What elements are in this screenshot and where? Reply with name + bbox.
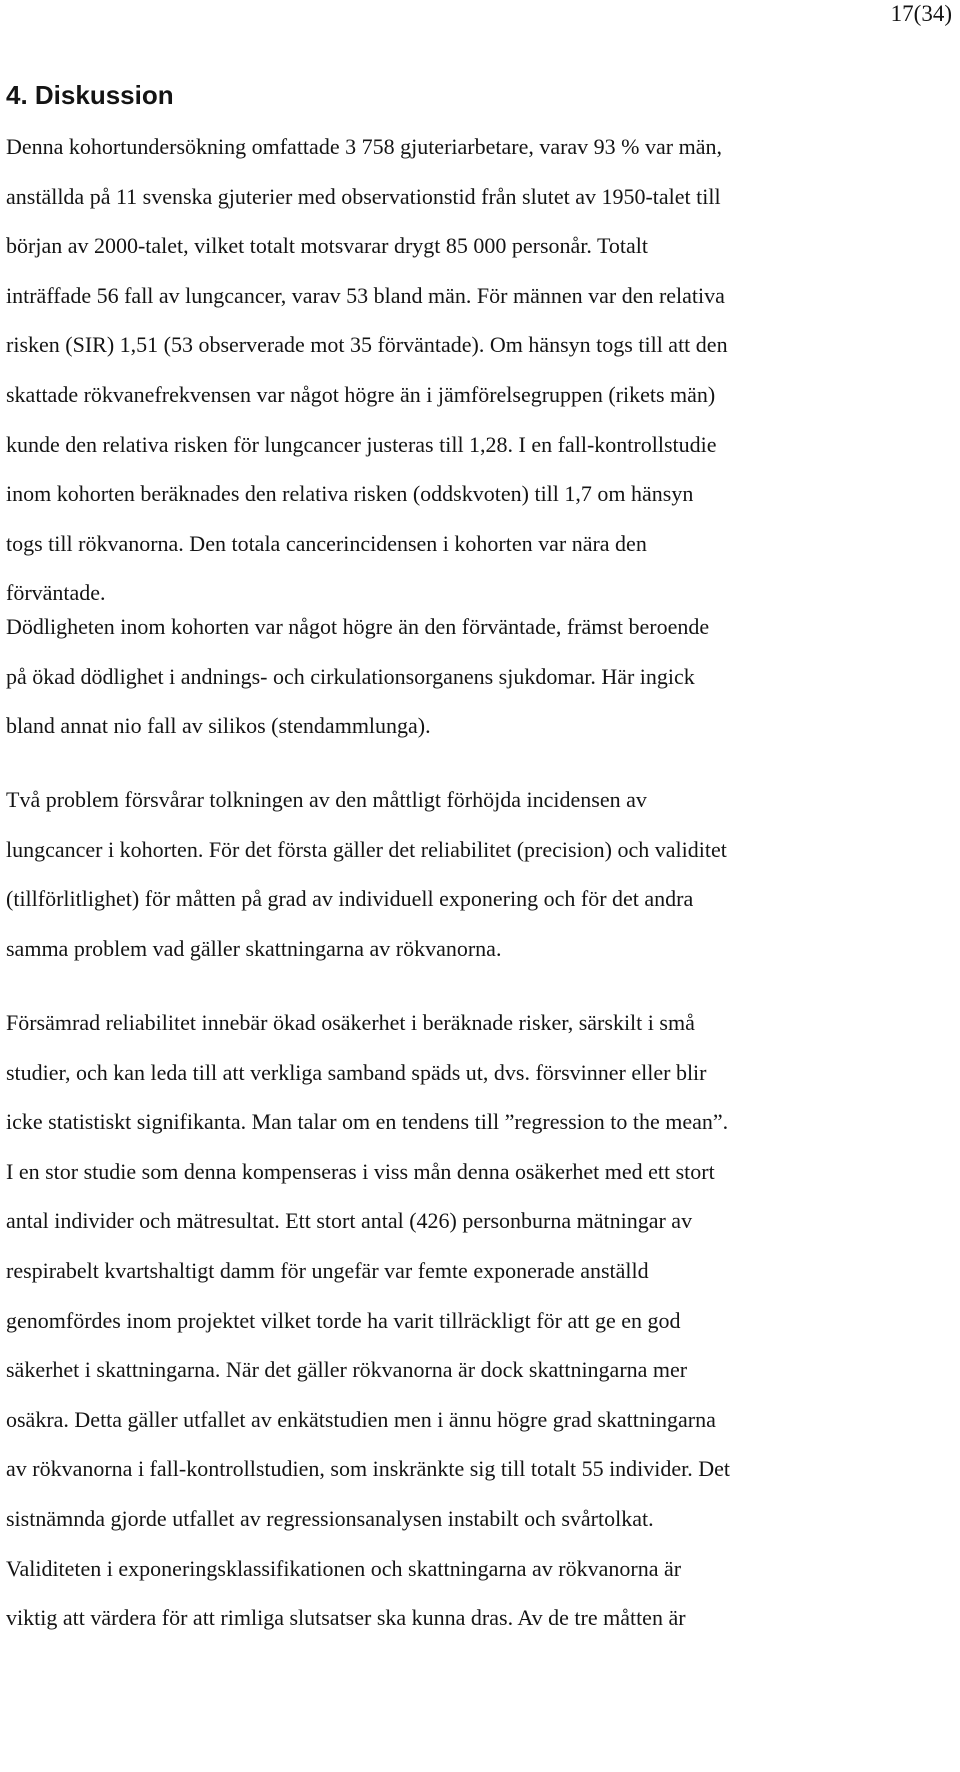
text-line: lungcancer i kohorten. För det första gäller det reliabilitet (precision) och validitet — [6, 836, 727, 862]
text-line: säkerhet i skattningarna. När det gäller rökvanorna är dock skattningarna mer — [6, 1357, 688, 1383]
text-line: inträffade 56 fall av lungcancer, varav 53 bland män. För männen var den relativa — [6, 282, 725, 308]
text-line: genomfördes inom projektet vilket torde ha varit tillräckligt för att ge en god — [6, 1307, 681, 1333]
paragraph-mortality — [6, 602, 709, 751]
text-line: Två problem försvårar tolkningen av den måttligt förhöjda incidensen av — [6, 787, 647, 812]
text-line: risken (SIR) 1,51 (53 observerade mot 35 förväntade). Om hänsyn togs till att den — [6, 332, 728, 358]
text-line: skattade rökvanefrekvensen var något högre än i jämförelsegruppen (rikets män) — [6, 381, 716, 407]
text-line: Validiteten i exponeringsklassifikationen och skattningarna av rökvanorna är — [6, 1555, 682, 1581]
text-line: Denna kohortundersökning omfattade 3 758 gjuteriarbetare, varav 93 % var män, — [6, 134, 722, 159]
text-line: bland annat nio fall av silikos (stendammlunga). — [6, 713, 431, 739]
text-line: inom kohorten beräknades den relativa risken (oddskvoten) till 1,7 om hänsyn — [6, 481, 694, 507]
text-line: sistnämnda gjorde utfallet av regressionsanalysen instabilt och svårtolkat. — [6, 1505, 654, 1531]
text-line: början av 2000-talet, vilket totalt motsvarar drygt 85 000 personår. Totalt — [6, 233, 649, 259]
text-line: anställda på 11 svenska gjuterier med observationstid från slutet av 1950-talet till — [6, 183, 721, 209]
section-heading: 4. Diskussion — [6, 80, 174, 110]
text-line: på ökad dödlighet i andnings- och cirkulationsorganens sjukdomar. Här ingick — [6, 663, 695, 689]
text-line: icke statistiskt signifikanta. Man talar om en tendens till ”regression to the mean”. — [6, 1109, 729, 1135]
text-line: förväntade. — [6, 580, 106, 606]
paragraph-problems — [6, 775, 727, 973]
text-line: viktig att värdera för att rimliga slutsatser ska kunna dras. Av de tre måtten är — [6, 1605, 686, 1631]
page-number: 17(34) — [890, 1, 952, 26]
text-line: antal individer och mätresultat. Ett stort antal (426) personburna mätningar av — [6, 1208, 693, 1234]
text-line: respirabelt kvartshaltigt damm för ungefär var femte exponerade anställd — [6, 1257, 649, 1283]
paragraph-reliability — [6, 998, 730, 1643]
text-line: av rökvanorna i fall-kontrollstudien, som inskränkte sig till totalt 55 individer. Det — [6, 1456, 731, 1482]
paragraph-summary — [6, 122, 728, 618]
text-line: osäkra. Detta gäller utfallet av enkätstudien men i ännu högre grad skattningarna — [6, 1406, 716, 1432]
text-line: Dödligheten inom kohorten var något högre än den förväntade, främst beroende — [6, 614, 710, 639]
text-line: Försämrad reliabilitet innebär ökad osäkerhet i beräknade risker, särskilt i små — [6, 1010, 695, 1035]
text-line: togs till rökvanorna. Den totala cancerincidensen i kohorten var nära den — [6, 530, 647, 556]
text-line: kunde den relativa risken för lungcancer justeras till 1,28. I en fall-kontrollstudie — [6, 431, 717, 457]
text-line: (tillförlitlighet) för måtten på grad av individuell exponering och för det andra — [6, 886, 694, 912]
text-line: I en stor studie som denna kompenseras i viss mån denna osäkerhet med ett stort — [6, 1158, 715, 1184]
text-line: samma problem vad gäller skattningarna av rökvanorna. — [6, 935, 502, 961]
text-line: studier, och kan leda till att verkliga samband späds ut, dvs. försvinner eller blir — [6, 1059, 707, 1085]
